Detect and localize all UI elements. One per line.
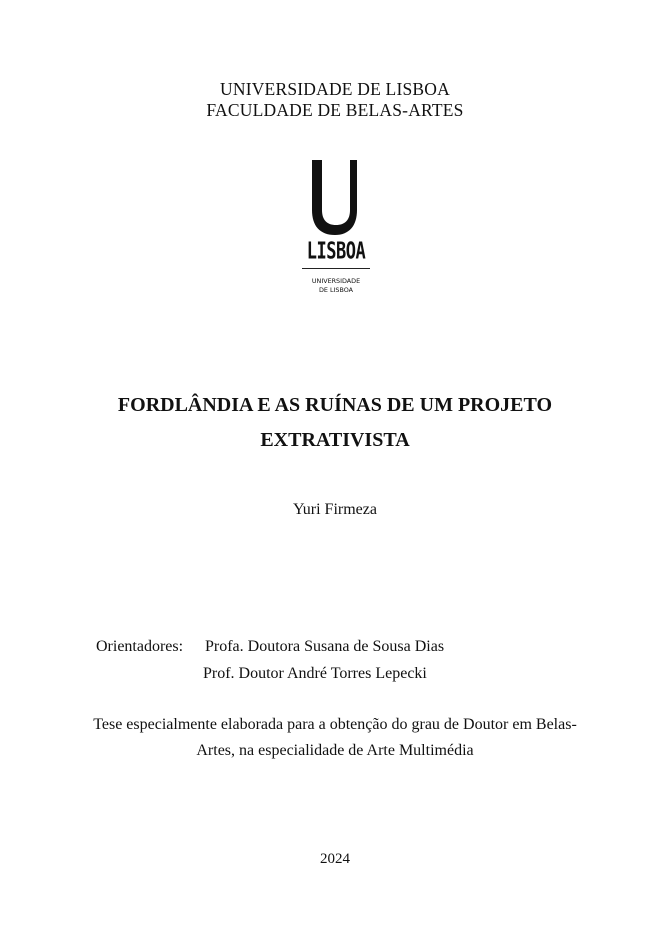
university-header [0, 79, 670, 121]
advisor-name: Profa. Doutora Susana de Sousa Dias [205, 638, 445, 655]
ulisboa-logo-icon [300, 158, 372, 300]
university-name: UNIVERSIDADE DE LISBOA [220, 79, 450, 99]
logo-divider [302, 268, 370, 269]
description-line2: Artes, na especialidade de Arte Multimédia [196, 742, 474, 759]
thesis-title-line1: FORDLÂNDIA E AS RUÍNAS DE UM PROJETO [117, 394, 553, 416]
thesis-title [0, 388, 670, 458]
author-name: Yuri Firmeza [293, 501, 377, 518]
co-advisor-name: Prof. Doutor André Torres Lepecki [203, 665, 427, 682]
logo-subtitle-line2: DE LISBOA [318, 286, 354, 294]
logo-word: LISBOA [306, 238, 366, 265]
publication-year: 2024 [320, 851, 350, 867]
faculty-name: FACULDADE DE BELAS-ARTES [206, 100, 464, 120]
thesis-description [0, 712, 670, 764]
logo-subtitle-line1: UNIVERSIDADE [311, 277, 361, 285]
thesis-title-line2: EXTRATIVISTA [260, 429, 410, 451]
description-line1: Tese especialmente elaborada para a obtenção do grau de Doutor em Belas- [93, 716, 577, 733]
logo-u-icon [300, 158, 372, 238]
advisors-label: Orientadores: [96, 638, 184, 655]
